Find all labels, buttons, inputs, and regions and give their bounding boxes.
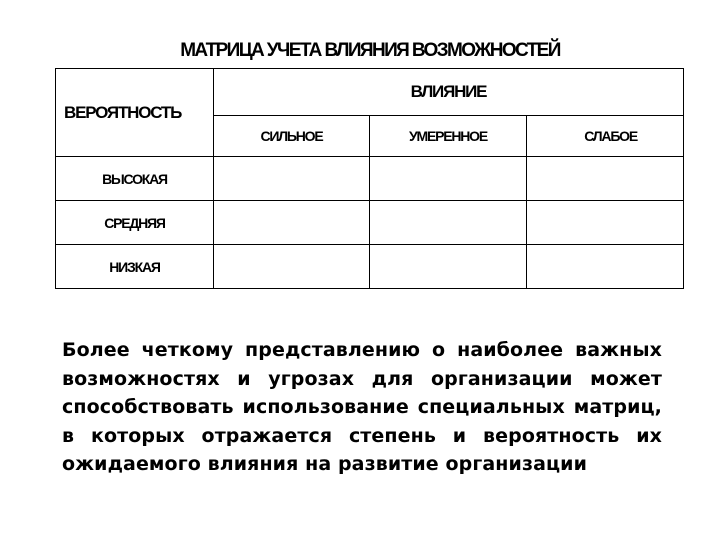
description-paragraph: Более четкому представлению о наиболее важных возможностях и угрозах для организации может способствовать использование специальных матриц, в которых отражается степень и вероятность их ожидаемого влияния на развитие организации	[62, 339, 662, 475]
table-cell	[214, 245, 370, 289]
opportunity-matrix-table	[55, 68, 684, 289]
page-title: МАТРИЦА УЧЕТА ВЛИЯНИЯ ВОЗМОЖНОСТЕЙ	[180, 40, 560, 61]
column-header-weak: СЛАБОЕ	[527, 116, 684, 157]
table-cell	[370, 157, 527, 201]
table-cell	[214, 201, 370, 245]
table-cell	[527, 201, 684, 245]
table-row	[56, 157, 684, 201]
table-cell	[370, 201, 527, 245]
column-header-strong: СИЛЬНОЕ	[214, 116, 370, 157]
row-label-medium: СРЕДНЯЯ	[56, 201, 214, 245]
row-label-high: ВЫСОКАЯ	[56, 157, 214, 201]
table-row	[56, 201, 684, 245]
probability-header: ВЕРОЯТНОСТЬ	[56, 69, 214, 157]
table-cell	[370, 245, 527, 289]
column-header-moderate: УМЕРЕННОЕ	[370, 116, 527, 157]
influence-header: ВЛИЯНИЕ	[214, 69, 684, 116]
table-cell	[527, 245, 684, 289]
row-label-low: НИЗКАЯ	[56, 245, 214, 289]
table-cell	[527, 157, 684, 201]
table-row	[56, 245, 684, 289]
table-cell	[214, 157, 370, 201]
